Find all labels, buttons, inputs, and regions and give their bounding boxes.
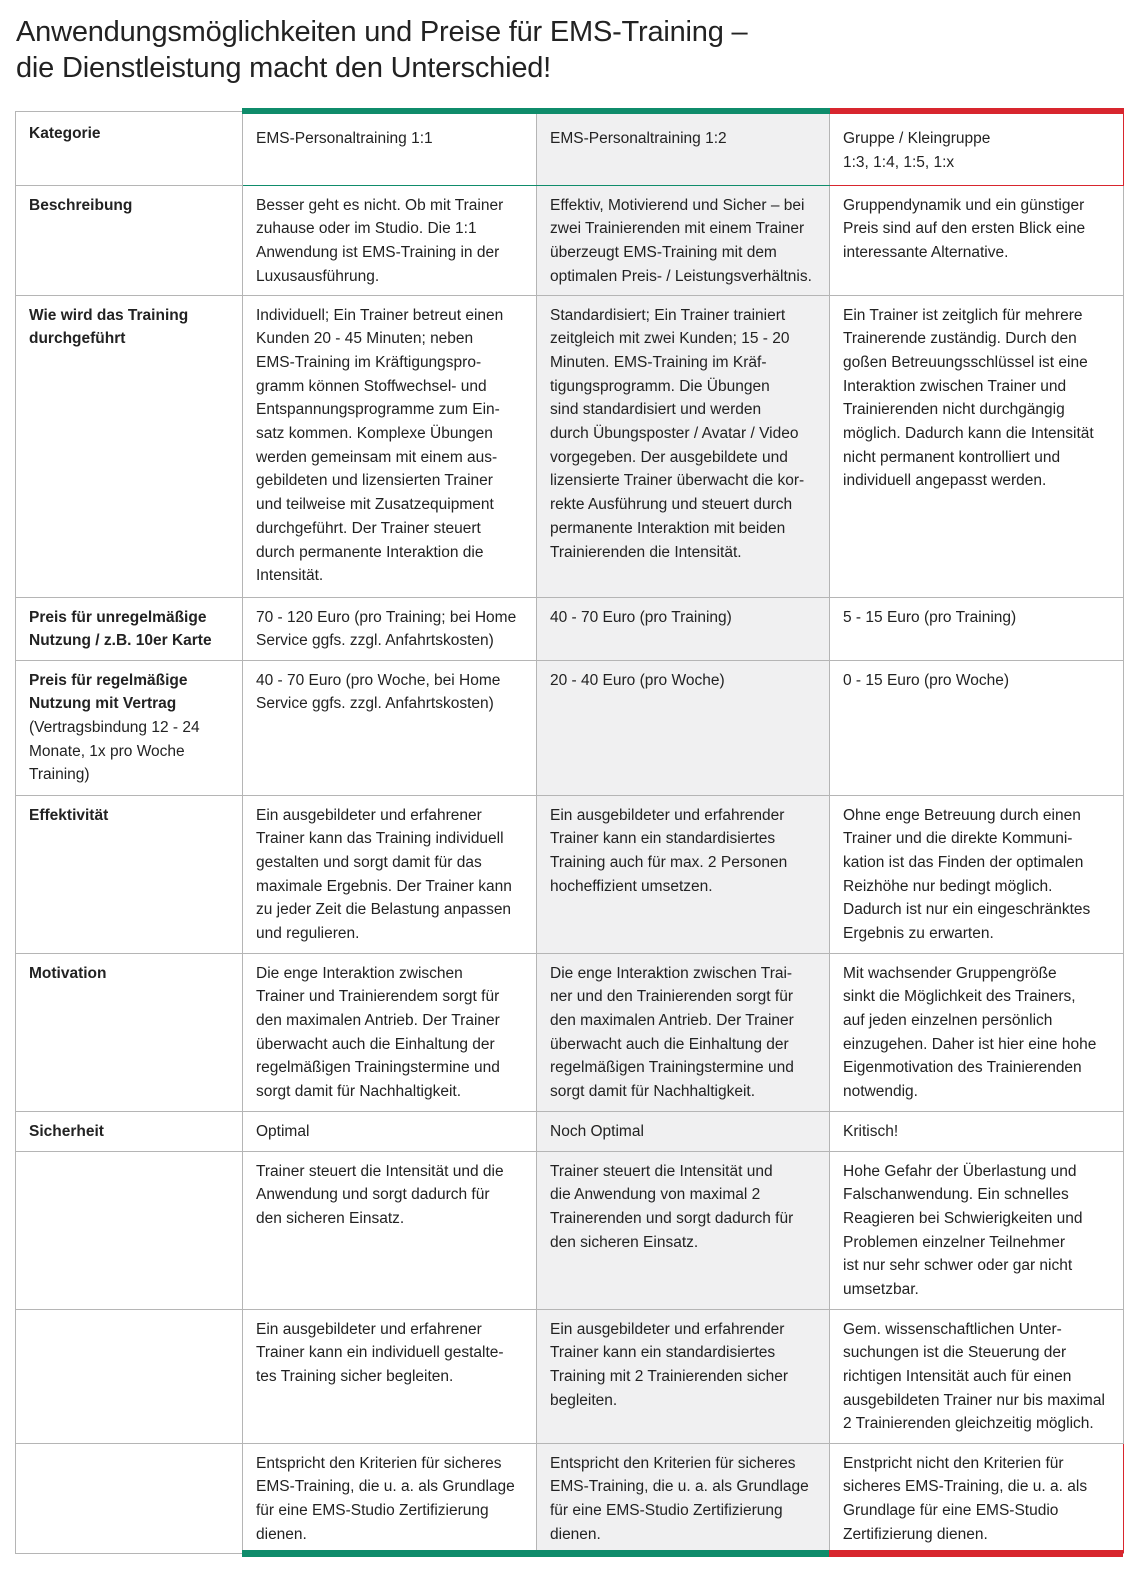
row-label-empty	[16, 1309, 243, 1443]
row-label-main: Preis für regelmäßige Nutzung mit Vertrag	[29, 671, 188, 713]
cell-col2: Effektiv, Motivierend und Sicher – bei zwei Trainierenden mit einem Trainer überzeugt EMS-Training mit dem optimalen Preis- / Leistungsverhältnis.	[537, 185, 830, 295]
cell-col2: Ein ausgebildeter und erfahrender Trainer kann ein standardisiertes Training auch für max. 2 Personen hocheffizient umsetzen.	[537, 795, 830, 953]
cell-col1: Individuell; Ein Trainer betreut einen Kunden 20 - 45 Minuten; neben EMS-Training im Kräftigungspro- gramm können Stoffwechsel- und Entspannungsprogramme zum Ein- satz kommen. Komplexe Übungen werden gemeinsam mit einem aus- gebildeten und lizensierten Trainer und teilweise mit Zusatzequipment durchgeführt. Der Trainer steuert durch permanente Interaktion die Intensität.	[243, 295, 537, 597]
cell-col3: 0 - 15 Euro (pro Woche)	[830, 660, 1124, 795]
table-row	[16, 1111, 1124, 1151]
cell-col3: Enstpricht nicht den Kriterien für sicheres EMS-Training, die u. a. als Grundlage für eine EMS-Studio Zertifizierung dienen.	[830, 1443, 1124, 1553]
page-title-line-1: Anwendungsmöglichkeiten und Preise für EMS-Training –	[16, 16, 748, 48]
header-category: Kategorie	[16, 111, 243, 185]
red-accent-bar	[829, 1550, 1123, 1557]
cell-col3: Gem. wissenschaftlichen Unter- suchungen ist die Steuerung der richtigen Intensität auch für einen ausgebildeten Trainer nur bis maximal 2 Trainierenden gleichzeitig möglich.	[830, 1309, 1124, 1443]
cell-col3: Hohe Gefahr der Überlastung und Falschanwendung. Ein schnelles Reagieren bei Schwierigkeiten und Problemen einzelner Teilnehmer ist nur sehr schwer oder gar nicht umsetzbar.	[830, 1151, 1124, 1309]
green-accent-bar	[242, 1550, 829, 1557]
cell-col1: Optimal	[243, 1111, 537, 1151]
row-label-sicherheit: Sicherheit	[16, 1111, 243, 1151]
row-label-effektivitaet: Effektivität	[16, 795, 243, 953]
table-row	[16, 795, 1124, 953]
table-header-row	[16, 111, 1124, 185]
cell-col1: Besser geht es nicht. Ob mit Trainer zuhause oder im Studio. Die 1:1 Anwendung ist EMS-Training in der Luxusausführung.	[243, 185, 537, 295]
row-label-sub: (Vertragsbindung 12 - 24 Monate, 1x pro Woche Training)	[29, 718, 200, 784]
cell-col1: Die enge Interaktion zwischen Trainer und Trainierendem sorgt für den maximalen Antrieb. Der Trainer überwacht auch die Einhaltung der regelmäßigen Trainingstermine und sorgt damit für Nachhaltigkeit.	[243, 953, 537, 1111]
cell-col3: Mit wachsender Gruppengröße sinkt die Möglichkeit des Trainers, auf jeden einzelnen persönlich einzugehen. Daher ist hier eine hohe Eigenmotivation des Trainierenden notwendig.	[830, 953, 1124, 1111]
cell-col2: 20 - 40 Euro (pro Woche)	[537, 660, 830, 795]
cell-col2: Standardisiert; Ein Trainer trainiert zeitgleich mit zwei Kunden; 15 - 20 Minuten. EMS-Training im Kräf- tigungsprogramm. Die Übungen sind standardisiert und werden durch Übungsposter / Avatar / Video vorgegeben. Der ausgebildete und lizensierte Trainer überwacht die kor- rekte Ausführung und steuert durch permanente Interaktion mit beiden Trainierenden die Intensität.	[537, 295, 830, 597]
cell-col1: 40 - 70 Euro (pro Woche, bei Home Service ggfs. zzgl. Anfahrtskosten)	[243, 660, 537, 795]
row-label-motivation: Motivation	[16, 953, 243, 1111]
comparison-table	[15, 108, 1124, 1554]
cell-col2: Ein ausgebildeter und erfahrender Trainer kann ein standardisiertes Training mit 2 Trainierenden sicher begleiten.	[537, 1309, 830, 1443]
cell-col2: Die enge Interaktion zwischen Trai- ner und den Trainierenden sorgt für den maximalen Antrieb. Der Trainer überwacht auch die Einhaltung der regelmäßigen Trainingstermine und sorgt damit für Nachhaltigkeit.	[537, 953, 830, 1111]
cell-col3: Kritisch!	[830, 1111, 1124, 1151]
table-row	[16, 953, 1124, 1111]
header-col-personal-1-1: EMS-Personaltraining 1:1	[243, 111, 537, 185]
table-row	[16, 597, 1124, 660]
cell-col1: Trainer steuert die Intensität und die Anwendung und sorgt dadurch für den sicheren Einsatz.	[243, 1151, 537, 1309]
cell-col3: 5 - 15 Euro (pro Training)	[830, 597, 1124, 660]
row-label-empty	[16, 1443, 243, 1553]
table-row	[16, 1151, 1124, 1309]
cell-col2: Trainer steuert die Intensität und die Anwendung von maximal 2 Trainerenden und sorgt dadurch für den sicheren Einsatz.	[537, 1151, 830, 1309]
table-row	[16, 660, 1124, 795]
cell-col1: Ein ausgebildeter und erfahrener Trainer kann das Training individuell gestalten und sorgt damit für das maximale Ergebnis. Der Trainer kann zu jeder Zeit die Belastung anpassen und regulieren.	[243, 795, 537, 953]
table-row	[16, 185, 1124, 295]
table-row	[16, 295, 1124, 597]
cell-col2: Noch Optimal	[537, 1111, 830, 1151]
cell-col1: 70 - 120 Euro (pro Training; bei Home Service ggfs. zzgl. Anfahrtskosten)	[243, 597, 537, 660]
cell-col2: 40 - 70 Euro (pro Training)	[537, 597, 830, 660]
page-title-line-2: die Dienstleistung macht den Unterschied!	[16, 52, 552, 84]
header-col-personal-1-2: EMS-Personaltraining 1:2	[537, 111, 830, 185]
row-label-beschreibung: Beschreibung	[16, 185, 243, 295]
table-row	[16, 1309, 1124, 1443]
row-label-durchfuehrung: Wie wird das Training durchgeführt	[16, 295, 243, 597]
row-label-preis-unregelmaessig: Preis für unregelmäßige Nutzung / z.B. 10er Karte	[16, 597, 243, 660]
table-row	[16, 1443, 1124, 1553]
page-title	[16, 14, 747, 86]
cell-col3: Ohne enge Betreuung durch einen Trainer und die direkte Kommuni- kation ist das Finden der optimalen Reizhöhe nur bedingt möglich. Dadurch ist nur ein eingeschränktes Ergebnis zu erwarten.	[830, 795, 1124, 953]
cell-col1: Ein ausgebildeter und erfahrener Trainer kann ein individuell gestalte- tes Training sicher begleiten.	[243, 1309, 537, 1443]
cell-col2: Entspricht den Kriterien für sicheres EMS-Training, die u. a. als Grundlage für eine EMS-Studio Zertifizierung dienen.	[537, 1443, 830, 1553]
row-label-empty	[16, 1151, 243, 1309]
cell-col1: Entspricht den Kriterien für sicheres EMS-Training, die u. a. als Grundlage für eine EMS-Studio Zertifizierung dienen.	[243, 1443, 537, 1553]
row-label-preis-vertrag	[16, 660, 243, 795]
cell-col3: Ein Trainer ist zeitglich für mehrere Trainerende zuständig. Durch den goßen Betreuungsschlüssel ist eine Interaktion zwischen Trainer und Trainierenden nicht durchgängig möglich. Dadurch kann die Intensität nicht permanent kontrolliert und individuell angepasst werden.	[830, 295, 1124, 597]
header-col-group: Gruppe / Kleingruppe 1:3, 1:4, 1:5, 1:x	[830, 111, 1124, 185]
cell-col3: Gruppendynamik und ein günstiger Preis sind auf den ersten Blick eine interessante Alternative.	[830, 185, 1124, 295]
